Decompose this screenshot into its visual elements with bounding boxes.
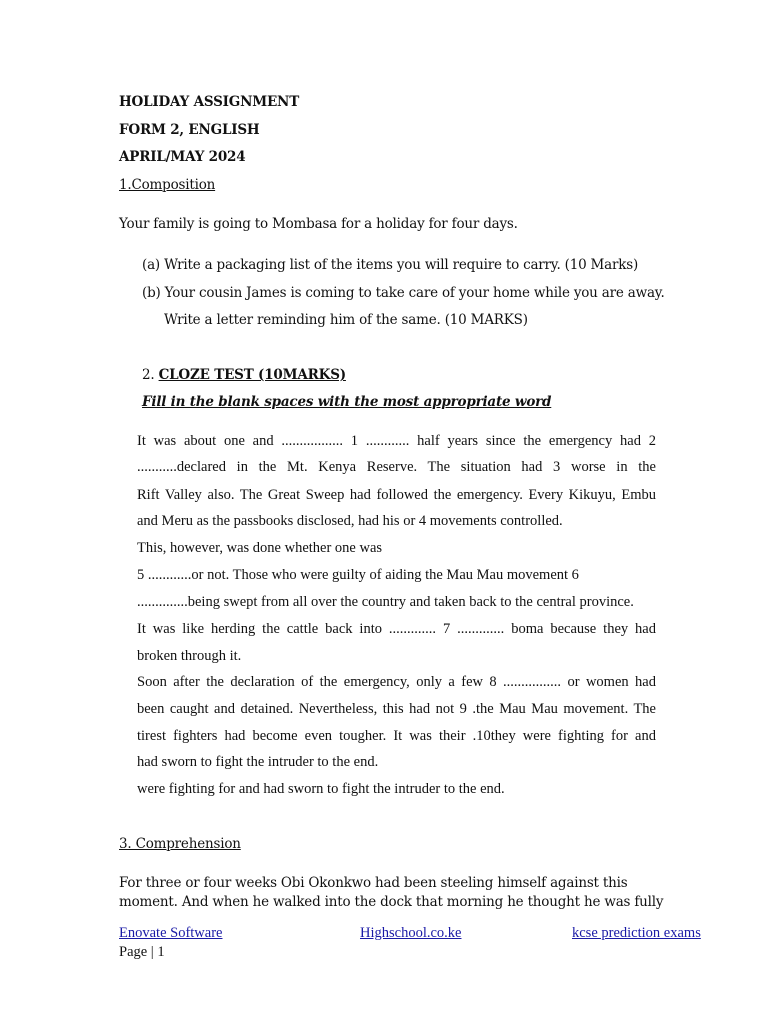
footer-link-kcse[interactable]: kcse prediction exams (572, 925, 701, 941)
cloze-line-9: broken through it. (137, 648, 242, 664)
page-number: Page | 1 (119, 944, 165, 960)
assignment-date: APRIL/MAY 2024 (119, 149, 246, 165)
cloze-line-8: It was like herding the cattle back into ............. 7 ............. boma because they had (137, 621, 656, 637)
footer-link-highschool[interactable]: Highschool.co.ke (360, 925, 462, 941)
cloze-line-2: ...........declared in the Mt. Kenya Reserve. The situation had 3 worse in the (137, 459, 656, 475)
cloze-line-4: and Meru as the passbooks disclosed, had his or 4 movements controlled. (137, 513, 563, 529)
composition-task-a: (a) Write a packaging list of the items you will require to carry. (10 Marks) (142, 257, 639, 273)
cloze-heading: CLOZE TEST (10MARKS) (158, 367, 346, 383)
form-subject: FORM 2, ENGLISH (119, 122, 260, 138)
comprehension-heading: 3. Comprehension (119, 836, 241, 852)
assignment-title: HOLIDAY ASSIGNMENT (119, 94, 300, 110)
cloze-line-14: were fighting for and had sworn to fight the intruder to the end. (137, 781, 505, 797)
cloze-line-7: ..............being swept from all over the country and taken back to the central province. (137, 594, 634, 610)
cloze-line-6: 5 ............or not. Those who were guilty of aiding the Mau Mau movement 6 (137, 567, 579, 583)
composition-task-b-line2: Write a letter reminding him of the same. (10 MARKS) (164, 312, 528, 328)
cloze-number: 2. (142, 367, 155, 383)
cloze-line-5: This, however, was done whether one was (137, 540, 383, 556)
cloze-line-13: had sworn to fight the intruder to the end. (137, 754, 379, 770)
cloze-line-10: Soon after the declaration of the emergency, only a few 8 ................ or women had (137, 674, 656, 690)
cloze-heading-line (142, 367, 346, 383)
comprehension-line-2: moment. And when he walked into the dock that morning he thought he was fully (119, 894, 664, 910)
footer-link-enovate[interactable]: Enovate Software (119, 925, 223, 941)
cloze-instruction: Fill in the blank spaces with the most appropriate word (142, 394, 552, 410)
comprehension-line-1: For three or four weeks Obi Okonkwo had been steeling himself against this (119, 875, 628, 891)
cloze-line-12: tirest fighters had become even tougher. It was their .10they were fighting for and (137, 728, 656, 744)
composition-heading: 1.Composition (119, 177, 216, 193)
composition-intro: Your family is going to Mombasa for a holiday for four days. (119, 216, 518, 232)
cloze-line-3: Rift Valley also. The Great Sweep had followed the emergency. Every Kikuyu, Embu (137, 487, 656, 503)
cloze-line-11: been caught and detained. Nevertheless, this had not 9 .the Mau Mau movement. The (137, 701, 656, 717)
composition-task-b-line1: (b) Your cousin James is coming to take care of your home while you are away. (142, 285, 665, 301)
cloze-line-1: It was about one and ................. 1 ............ half years since the emergency had 2 (137, 433, 656, 449)
